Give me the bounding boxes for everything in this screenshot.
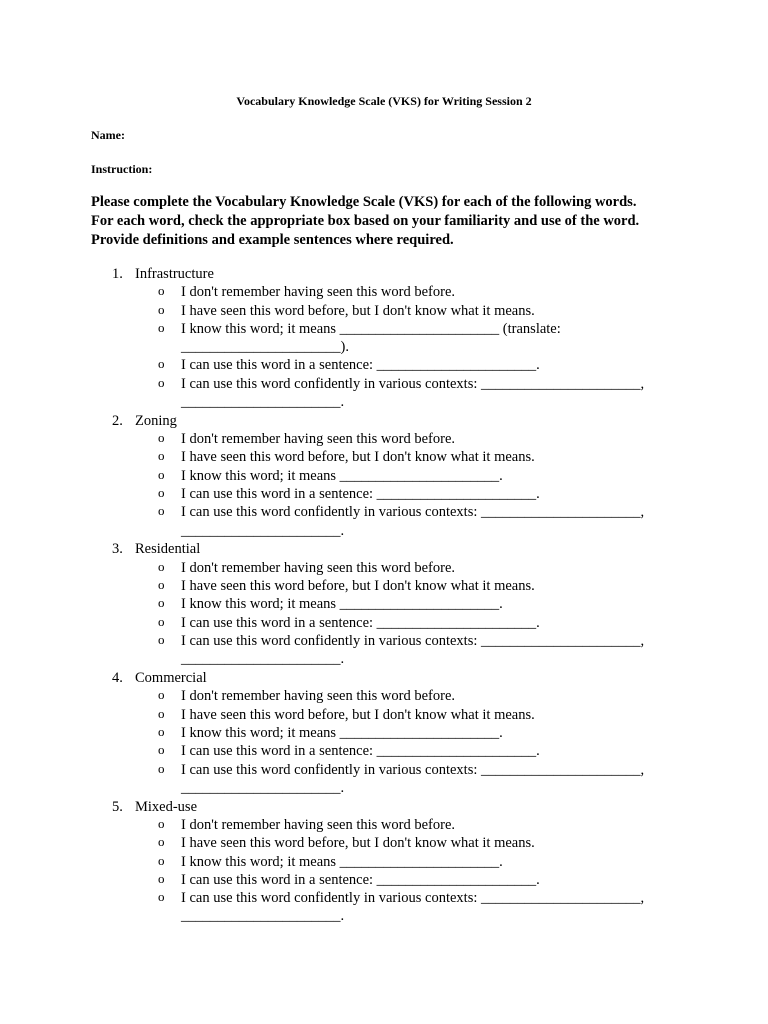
option-bullet-icon[interactable]: o bbox=[158, 558, 165, 574]
option-text-continued: ______________________. bbox=[181, 394, 345, 411]
word-number: 3. bbox=[112, 541, 123, 558]
word-number: 4. bbox=[112, 670, 123, 687]
option-text-continued: ______________________). bbox=[181, 339, 349, 356]
option-text: I have seen this word before, but I don't know what it means. bbox=[181, 835, 535, 852]
vocabulary-word-item bbox=[91, 412, 691, 540]
knowledge-option bbox=[91, 577, 691, 595]
vocabulary-word-list bbox=[91, 265, 691, 926]
knowledge-option bbox=[91, 503, 691, 540]
instruction-line: Provide definitions and example sentences where required. bbox=[91, 232, 454, 248]
option-text: I don't remember having seen this word before. bbox=[181, 688, 455, 705]
option-text: I have seen this word before, but I don't know what it means. bbox=[181, 302, 535, 319]
option-text: I know this word; it means ______________________. bbox=[181, 724, 503, 741]
vocabulary-word-heading bbox=[91, 540, 691, 558]
option-text: I don't remember having seen this word before. bbox=[181, 284, 455, 301]
option-bullet-icon[interactable]: o bbox=[158, 319, 165, 335]
option-text: I don't remember having seen this word before. bbox=[181, 559, 455, 576]
option-bullet-icon[interactable]: o bbox=[158, 374, 165, 390]
knowledge-option bbox=[91, 706, 691, 724]
vocabulary-word-heading bbox=[91, 265, 691, 283]
knowledge-options bbox=[91, 283, 691, 411]
option-bullet-icon[interactable]: o bbox=[158, 687, 165, 703]
knowledge-option bbox=[91, 448, 691, 466]
knowledge-option bbox=[91, 595, 691, 613]
knowledge-option bbox=[91, 430, 691, 448]
vocabulary-word-item bbox=[91, 669, 691, 797]
option-bullet-icon[interactable]: o bbox=[158, 834, 165, 850]
vocabulary-word: Mixed-use bbox=[135, 798, 198, 815]
vocabulary-word: Commercial bbox=[135, 670, 207, 687]
knowledge-option bbox=[91, 761, 691, 798]
option-text: I can use this word in a sentence: ______________________. bbox=[181, 614, 540, 631]
option-bullet-icon[interactable]: o bbox=[158, 852, 165, 868]
option-text: I know this word; it means ______________________. bbox=[181, 853, 503, 870]
knowledge-option bbox=[91, 632, 691, 669]
option-text-continued: ______________________. bbox=[181, 908, 345, 925]
option-bullet-icon[interactable]: o bbox=[158, 301, 165, 317]
knowledge-option bbox=[91, 559, 691, 577]
option-text-continued: ______________________. bbox=[181, 779, 345, 796]
vocabulary-word: Residential bbox=[135, 541, 201, 558]
option-bullet-icon[interactable]: o bbox=[158, 485, 165, 501]
knowledge-option bbox=[91, 375, 691, 412]
option-bullet-icon[interactable]: o bbox=[158, 430, 165, 446]
document-title: Vocabulary Knowledge Scale (VKS) for Writing Session 2 bbox=[236, 94, 532, 108]
option-text: I know this word; it means ______________________. bbox=[181, 596, 503, 613]
option-text: I can use this word in a sentence: ______________________. bbox=[181, 743, 540, 760]
knowledge-option bbox=[91, 871, 691, 889]
knowledge-option bbox=[91, 283, 691, 301]
option-bullet-icon[interactable]: o bbox=[158, 577, 165, 593]
option-text: I can use this word confidently in various contexts: ______________________, bbox=[181, 890, 645, 907]
instruction-label: Instruction: bbox=[91, 162, 153, 176]
option-text: I can use this word in a sentence: ______________________. bbox=[181, 486, 540, 503]
word-number: 1. bbox=[112, 266, 123, 282]
option-bullet-icon[interactable]: o bbox=[158, 613, 165, 629]
option-bullet-icon[interactable]: o bbox=[158, 870, 165, 886]
vocabulary-word-item bbox=[91, 265, 691, 411]
option-text-continued: ______________________. bbox=[181, 651, 345, 668]
instruction-text bbox=[91, 193, 691, 250]
option-text: I can use this word confidently in various contexts: ______________________, bbox=[181, 761, 645, 778]
knowledge-option bbox=[91, 724, 691, 742]
knowledge-options bbox=[91, 559, 691, 669]
option-text: I know this word; it means ______________________ (translate: bbox=[181, 320, 561, 337]
option-bullet-icon[interactable]: o bbox=[158, 815, 165, 831]
instruction-line: Please complete the Vocabulary Knowledge Scale (VKS) for each of the following words. bbox=[91, 194, 637, 210]
knowledge-option bbox=[91, 853, 691, 871]
knowledge-option bbox=[91, 302, 691, 320]
instruction-line: For each word, check the appropriate box based on your familiarity and use of the word. bbox=[91, 213, 640, 229]
name-label: Name: bbox=[91, 128, 125, 142]
word-number: 2. bbox=[112, 412, 123, 429]
option-bullet-icon[interactable]: o bbox=[158, 466, 165, 482]
vocabulary-word-heading bbox=[91, 412, 691, 430]
option-text: I don't remember having seen this word before. bbox=[181, 431, 455, 448]
word-number: 5. bbox=[112, 798, 123, 815]
option-text: I don't remember having seen this word before. bbox=[181, 816, 455, 833]
option-bullet-icon[interactable]: o bbox=[158, 742, 165, 758]
knowledge-option bbox=[91, 742, 691, 760]
option-bullet-icon[interactable]: o bbox=[158, 448, 165, 464]
option-text: I have seen this word before, but I don't know what it means. bbox=[181, 449, 535, 466]
vocabulary-word-heading bbox=[91, 669, 691, 687]
option-text: I have seen this word before, but I don't know what it means. bbox=[181, 706, 535, 723]
knowledge-option bbox=[91, 614, 691, 632]
option-text: I can use this word in a sentence: ______________________. bbox=[181, 357, 540, 374]
option-bullet-icon[interactable]: o bbox=[158, 595, 165, 611]
knowledge-option bbox=[91, 356, 691, 374]
knowledge-option bbox=[91, 889, 691, 926]
option-text-continued: ______________________. bbox=[181, 522, 345, 539]
knowledge-option bbox=[91, 320, 691, 357]
option-text: I can use this word confidently in various contexts: ______________________, bbox=[181, 632, 645, 649]
vocabulary-word-item bbox=[91, 540, 691, 668]
option-bullet-icon[interactable]: o bbox=[158, 503, 165, 519]
knowledge-options bbox=[91, 687, 691, 797]
option-bullet-icon[interactable]: o bbox=[158, 723, 165, 739]
vocabulary-word-heading bbox=[91, 798, 691, 816]
option-text: I can use this word confidently in various contexts: ______________________, bbox=[181, 375, 645, 392]
option-bullet-icon[interactable]: o bbox=[158, 631, 165, 647]
knowledge-option bbox=[91, 834, 691, 852]
knowledge-option bbox=[91, 467, 691, 485]
vocabulary-word: Infrastructure bbox=[135, 266, 214, 282]
option-text: I can use this word in a sentence: ______________________. bbox=[181, 871, 540, 888]
option-bullet-icon[interactable]: o bbox=[158, 283, 165, 299]
knowledge-option bbox=[91, 816, 691, 834]
option-text: I know this word; it means ______________________. bbox=[181, 467, 503, 484]
knowledge-options bbox=[91, 816, 691, 926]
option-text: I have seen this word before, but I don't know what it means. bbox=[181, 578, 535, 595]
option-text: I can use this word confidently in various contexts: ______________________, bbox=[181, 504, 645, 521]
vocabulary-word-item bbox=[91, 798, 691, 926]
knowledge-options bbox=[91, 430, 691, 540]
option-bullet-icon[interactable]: o bbox=[158, 705, 165, 721]
knowledge-option bbox=[91, 485, 691, 503]
option-bullet-icon[interactable]: o bbox=[158, 889, 165, 905]
option-bullet-icon[interactable]: o bbox=[158, 760, 165, 776]
knowledge-option bbox=[91, 687, 691, 705]
vocabulary-word: Zoning bbox=[135, 412, 177, 429]
option-bullet-icon[interactable]: o bbox=[158, 356, 165, 372]
